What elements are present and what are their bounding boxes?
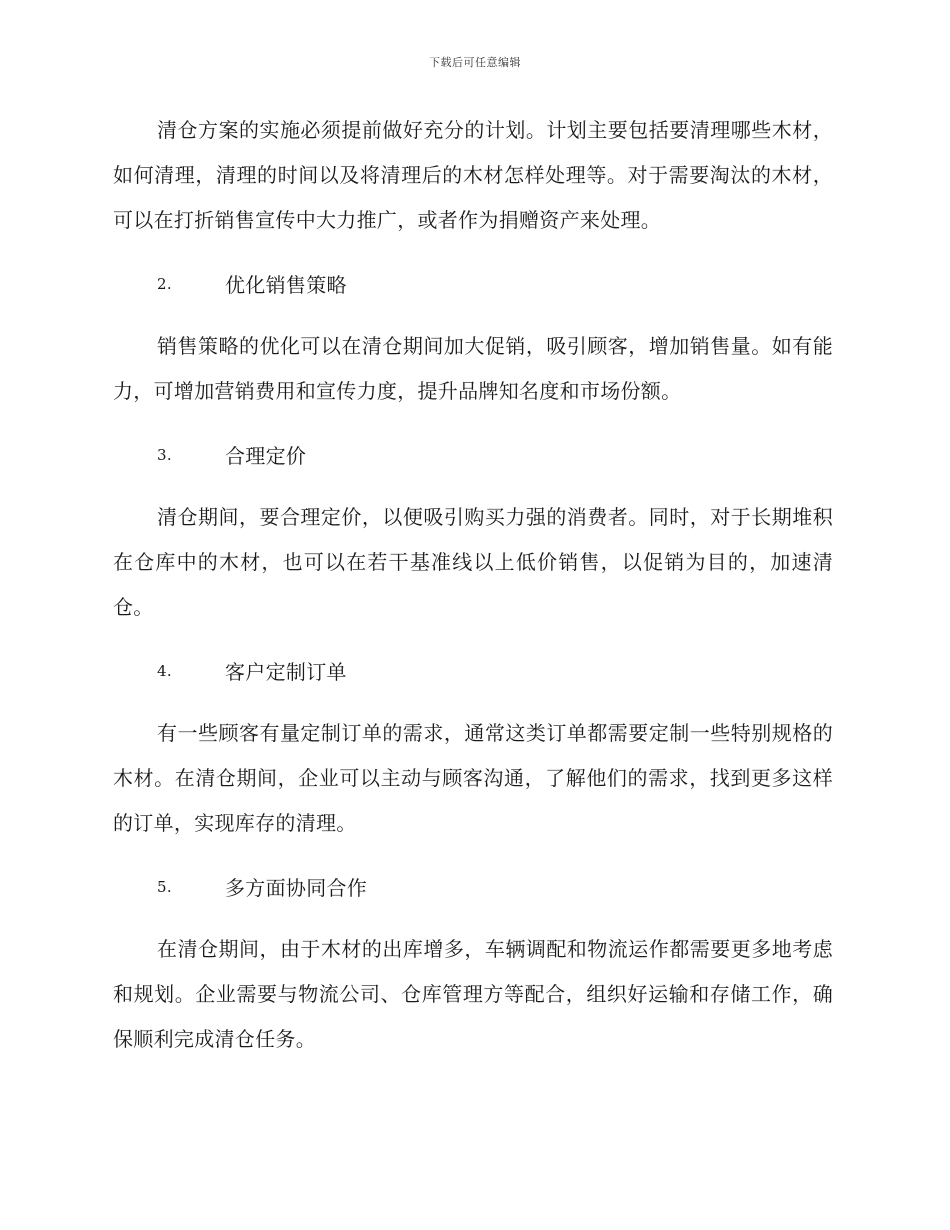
paragraph-custom-orders: 有一些顾客有量定制订单的需求，通常这类订单都需要定制一些特别规格的木材。在清仓期间，企业可以主动与顾客沟通，了解他们的需求，找到更多这样的订单，实现库存的清理。 — [113, 721, 833, 835]
paragraph-clearance-plan: 清仓方案的实施必须提前做好充分的计划。计划主要包括要清理哪些木材，如何清理，清理的时间以及将清理后的木材怎样处理等。对于需要淘汰的木材，可以在打折销售宣传中大力推广，或者作为捐赠资产来处理。 — [113, 118, 833, 232]
page-header: 下载后可任意编辑 — [429, 56, 521, 69]
section-number: 5. — [157, 877, 172, 896]
section-heading-4 — [113, 648, 833, 693]
section-title: 合理定价 — [225, 444, 307, 468]
section-number: 4. — [157, 661, 172, 680]
section-title: 客户定制订单 — [225, 660, 347, 684]
section-number: 3. — [157, 445, 172, 464]
section-title: 多方面协同合作 — [225, 876, 368, 900]
section-heading-5 — [113, 864, 833, 909]
section-number: 2. — [157, 274, 172, 293]
paragraph-sales-strategy: 销售策略的优化可以在清仓期间加大促销，吸引顾客，增加销售量。如有能力，可增加营销费用和宣传力度，提升品牌知名度和市场份额。 — [113, 334, 833, 403]
section-title: 优化销售策略 — [225, 273, 347, 297]
paragraph-cooperation: 在清仓期间，由于木材的出库增多，车辆调配和物流运作都需要更多地考虑和规划。企业需要与物流公司、仓库管理方等配合，组织好运输和存储工作，确保顺利完成清仓任务。 — [113, 937, 833, 1051]
document-body — [113, 108, 833, 1080]
section-heading-3 — [113, 432, 833, 477]
section-heading-2 — [113, 261, 833, 306]
paragraph-pricing: 清仓期间，要合理定价，以便吸引购买力强的消费者。同时，对于长期堆积在仓库中的木材，也可以在若干基准线以上低价销售，以促销为目的，加速清仓。 — [113, 505, 833, 619]
